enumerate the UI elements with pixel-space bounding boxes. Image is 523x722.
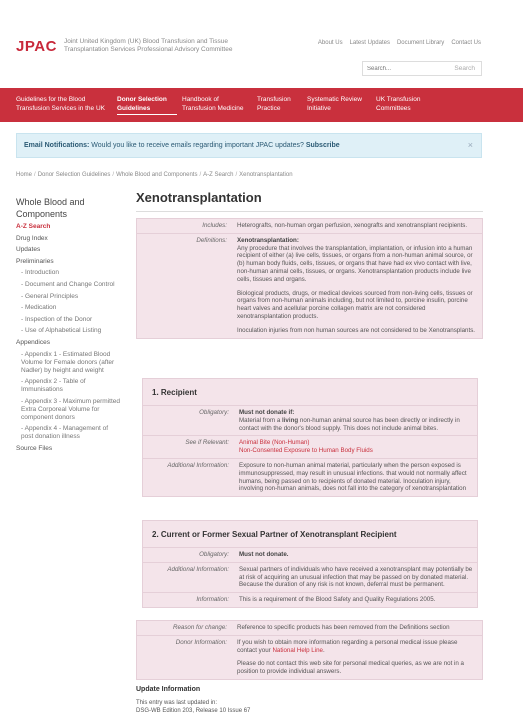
sidebar-item-updates[interactable]: Updates (16, 246, 41, 254)
additional-info-label: Additional Information: (167, 461, 229, 469)
definition-heading: Xenotransplantation: (237, 236, 299, 244)
sidebar-item-appendices[interactable]: Appendices (16, 338, 50, 346)
definition-paragraph-1: Any procedure that involves the transplantation, implantation, or infusion into a human recipient of either (a) live cells, tissues, or organs from a non-human animal source, or (b) human body fluids, cells, tissues, or organs that have had ex vivo contact with live, non-human animal cells, tissues, or organs. Xenotransplantation products include live cells, tissues and organs. (237, 244, 473, 283)
sidebar-item-appendix-1[interactable]: - Appendix 1 - Estimated Blood Volume for Female donors (after Nadler) by height and weight (21, 350, 115, 374)
subscribe-link[interactable]: Subscribe (305, 142, 340, 149)
information-row (143, 593, 477, 607)
includes-label: Includes: (202, 222, 227, 229)
section-title: 1. Recipient (143, 379, 477, 406)
section-recipient (142, 378, 478, 497)
nav-donor-selection[interactable]: Donor Selection Guidelines (117, 96, 177, 115)
definitions-value (233, 234, 482, 338)
link-animal-bite[interactable]: Animal Bite (Non-Human) (239, 439, 310, 447)
see-if-relevant-row (143, 436, 477, 459)
donor-info-label: Donor Information: (175, 638, 227, 646)
top-link-about[interactable]: About Us (317, 40, 343, 46)
top-link-document-library[interactable]: Document Library (396, 40, 445, 46)
reason-row (137, 621, 482, 636)
notification-text (24, 142, 340, 149)
update-title: Update Information (136, 686, 201, 693)
jpac-logo[interactable]: JPAC (16, 38, 57, 55)
information-value: This is a requirement of the Blood Safety and Quality Regulations 2005. (239, 596, 436, 604)
nav-guidelines-bts[interactable]: Guidelines for the Blood Transfusion Services in the UK (16, 96, 105, 112)
email-notification-banner (16, 133, 482, 158)
definitions-row (137, 234, 482, 338)
update-line-1: This entry was last updated in: (136, 700, 218, 706)
see-if-relevant-label: See if Relevant: (185, 439, 229, 447)
donor-info-text-pre: If you wish to obtain more information regarding a personal medical issue please contact your (237, 638, 458, 654)
donor-info-value (233, 636, 482, 679)
section-sexual-partner (142, 520, 478, 608)
main-content (136, 190, 483, 686)
sidebar-item-general-principles[interactable]: - General Principles (21, 292, 79, 300)
link-non-consented-exposure[interactable]: Non-Consented Exposure to Human Body Fluids (239, 447, 373, 455)
donor-info-text-post: . (323, 646, 325, 654)
org-name: Joint United Kingdom (UK) Blood Transfusion and Tissue Transplantation Services Professional Advisory Committee (64, 38, 233, 53)
additional-info-row (143, 563, 477, 593)
nav-handbook[interactable]: Handbook of Transfusion Medicine (182, 96, 244, 112)
donor-info-paragraph-1 (237, 639, 478, 655)
search-button[interactable]: Search (454, 65, 475, 72)
nav-systematic-review[interactable]: Systematic Review Initiative (307, 96, 362, 112)
sidebar-item-source-files[interactable]: Source Files (16, 444, 53, 452)
information-label: Information: (196, 596, 229, 604)
reason-value: Reference to specific products has been removed from the Definitions section (237, 624, 450, 631)
sidebar-item-appendix-2[interactable]: - Appendix 2 - Table of Immunisations (21, 378, 86, 394)
sidebar-item-document-change-control[interactable]: - Document and Change Control (21, 280, 115, 288)
definition-paragraph-2: Biological products, drugs, or medical devices sourced from non-living cells, tissues or organs from non-human animals including, but not limited to, porcine insulin, porcine heart valves and acellular porcine collagen matrix are not considered xenotransplantation products. (237, 289, 473, 320)
see-if-relevant-value (235, 436, 477, 458)
reason-label: Reason for change: (172, 624, 227, 631)
obligatory-text-pre: Material from a (239, 416, 282, 424)
notification-message: Would you like to receive emails regarding important JPAC updates? (91, 142, 304, 149)
obligatory-row (143, 406, 477, 436)
additional-info-label: Additional Information: (167, 565, 229, 573)
additional-info-value: Exposure to non-human animal material, particularly when the person exposed is immunosuppressed, may result in unusual infections. that would not normally affect humans, being passed on to recipients of donated material. Inoculation injury, involving non-human animals, does not fall into the category of xenotransplantation (239, 461, 467, 493)
sidebar-item-preliminaries[interactable]: Preliminaries (16, 257, 54, 265)
obligatory-value (235, 406, 477, 435)
breadcrumb-separator: / (112, 172, 115, 178)
sidebar (16, 196, 120, 457)
update-information (136, 686, 250, 715)
top-links (318, 40, 481, 46)
search-input[interactable] (363, 62, 449, 75)
nav-uk-transfusion-committees[interactable]: UK Transfusion Committees (376, 96, 421, 112)
sidebar-item-alphabetical-listing[interactable]: - Use of Alphabetical Listing (21, 327, 102, 335)
includes-row (137, 219, 482, 234)
breadcrumb-az-search[interactable]: A-Z Search (203, 172, 234, 178)
additional-info-row (143, 459, 477, 496)
sidebar-item-drug-index[interactable]: Drug Index (16, 234, 48, 242)
breadcrumb-whole-blood[interactable]: Whole Blood and Components (116, 172, 198, 178)
breadcrumb-home[interactable]: Home (16, 172, 33, 178)
obligatory-text-post: non-human animal source has been directly or indirectly in contact with the donor's blood supply. This does not include animal bites. (239, 416, 460, 432)
includes-value: Heterografts, non-human organ perfusion, xenografts and xenotransplant recipients. (237, 222, 468, 229)
sidebar-item-inspection[interactable]: - Inspection of the Donor (21, 315, 93, 323)
obligatory-text-emphasis: living (281, 416, 299, 424)
nav-transfusion-practice[interactable]: Transfusion Practice (257, 96, 291, 112)
national-help-line-link[interactable]: National Help Line (272, 646, 324, 654)
top-link-contact[interactable]: Contact Us (451, 40, 481, 46)
notification-prefix: Email Notifications: (24, 142, 90, 149)
donor-info-paragraph-2: Please do not contact this web site for personal medical queries, as we are not in a position to provide individual answers. (237, 660, 465, 676)
definition-paragraph-3: Inoculation injuries from non human sources are not considered to be Xenotransplants. (237, 326, 476, 334)
sidebar-item-appendix-3[interactable]: - Appendix 3 - Maximum permitted Extra Corporeal Volume for component donors (21, 397, 120, 421)
sidebar-item-az-search[interactable]: A-Z Search (16, 223, 51, 230)
breadcrumb-separator: / (34, 172, 36, 178)
breadcrumb-current: Xenotransplantation (239, 172, 293, 178)
sidebar-item-appendix-4[interactable]: - Appendix 4 - Management of post donation illness (21, 425, 109, 441)
definitions-label: Definitions: (196, 236, 227, 244)
additional-info-value: Sexual partners of individuals who have received a xenotransplant may potentially be at risk of acquiring an unusual infection that may be passed on by donated material. Because the duration of any risk is not known, deferral must be permanent. (239, 565, 473, 589)
sidebar-title[interactable]: Whole Blood and Components (16, 197, 85, 219)
reason-donor-panel (136, 620, 483, 680)
breadcrumb-separator: / (199, 172, 202, 178)
update-line-2: DSG-WB Edition 203, Release 10 Issue 67 (136, 708, 251, 714)
obligatory-value: Must not donate. (239, 551, 289, 558)
definitions-panel (136, 218, 483, 339)
obligatory-text (239, 417, 473, 433)
main-nav (0, 88, 523, 122)
obligatory-label: Obligatory: (199, 551, 229, 558)
donor-info-row (137, 636, 482, 679)
sidebar-item-introduction[interactable]: - Introduction (21, 269, 59, 277)
obligatory-heading: Must not donate if: (239, 409, 295, 416)
search-box (362, 61, 482, 76)
obligatory-label: Obligatory: (199, 409, 229, 416)
close-icon[interactable]: × (467, 140, 473, 150)
obligatory-row (143, 548, 477, 563)
site-header (0, 0, 523, 88)
page-title: Xenotransplantation (136, 190, 483, 212)
breadcrumb-separator: / (235, 172, 238, 178)
section-title: 2. Current or Former Sexual Partner of Xenotransplant Recipient (143, 521, 477, 548)
sidebar-item-medication[interactable]: - Medication (21, 304, 57, 312)
breadcrumb-donor-selection[interactable]: Donor Selection Guidelines (37, 172, 111, 178)
top-link-latest-updates[interactable]: Latest Updates (349, 40, 390, 46)
breadcrumb (16, 172, 293, 178)
